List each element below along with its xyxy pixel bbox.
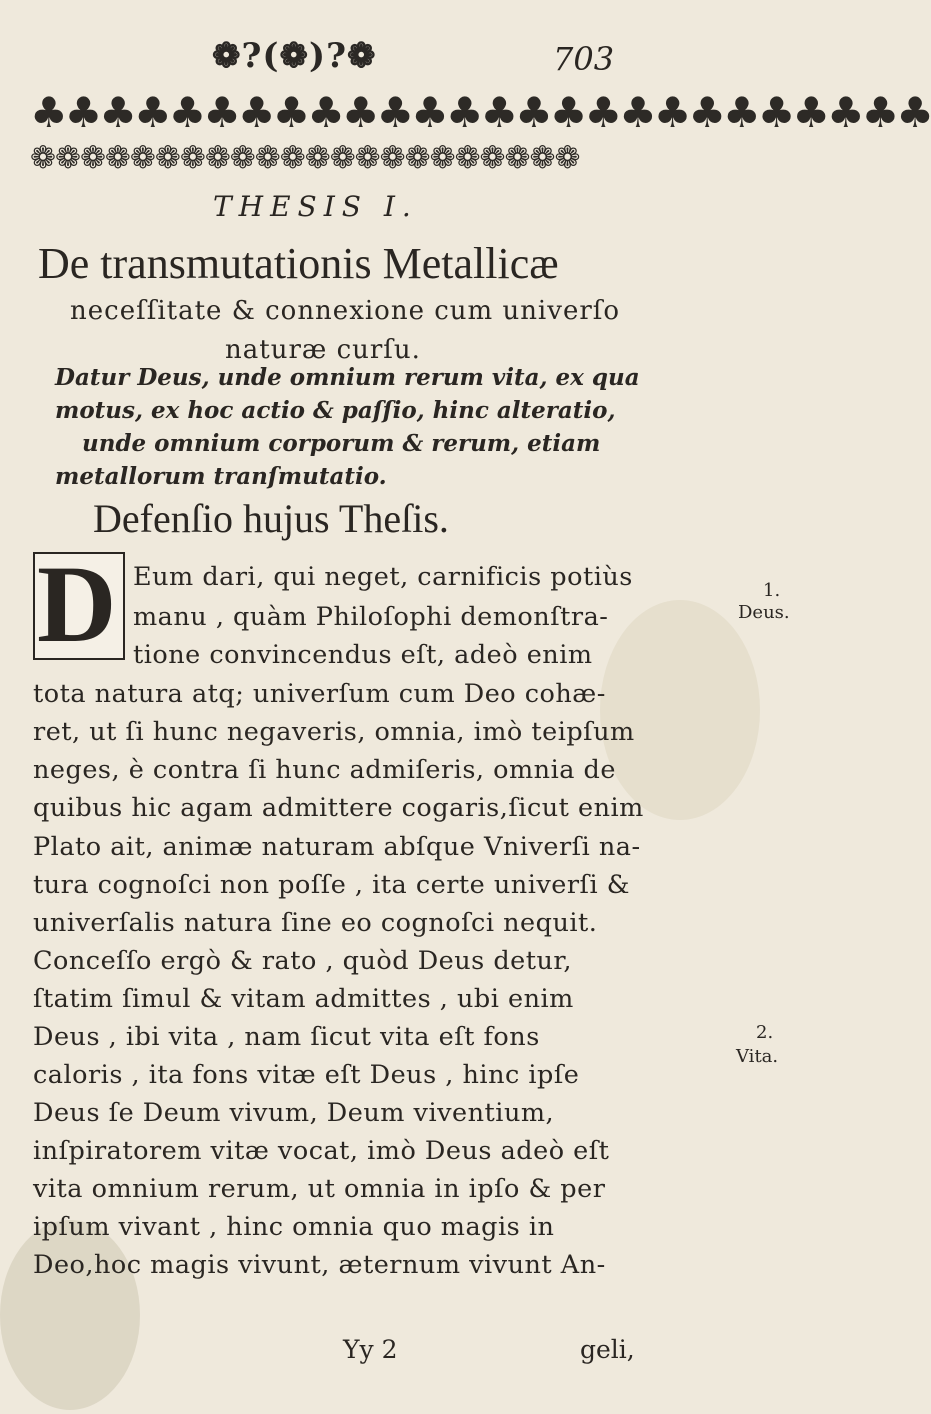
defensio-heading: Defenſio hujus Theſis.	[93, 496, 449, 541]
body-line: tione convincendus eſt, adeò enim	[133, 640, 593, 670]
body-line: Deus ſe Deum vivum, Deum viventium,	[33, 1098, 555, 1128]
page-number: 703	[553, 40, 615, 78]
body-line: ſtatim ſimul & vitam admittes , ubi enim	[33, 984, 574, 1014]
signature-mark: Yy 2	[343, 1335, 398, 1364]
decorative-band-top: ♣♣♣♣♣♣♣♣♣♣♣♣♣♣♣♣♣♣♣♣♣♣♣♣♣♣	[30, 88, 931, 137]
thesis-subtitle-line-1: neceſſitate & connexione cum univerſo	[70, 296, 621, 326]
decorative-band-bottom: ❁❁❁❁❁❁❁❁❁❁❁❁❁❁❁❁❁❁❁❁❁❁	[30, 140, 580, 176]
body-line: neges, è contra ſi hunc admiſeris, omnia de	[33, 755, 616, 785]
drop-cap-letter: D	[37, 543, 117, 665]
margin-note-label: Deus.	[738, 602, 790, 623]
drop-cap	[33, 543, 125, 665]
body-line: Deo,hoc magis vivunt, æternum vivunt An-	[33, 1250, 606, 1280]
italic-statement-line: Datur Deus, unde omnium rerum vita, ex qua	[55, 364, 640, 391]
body-line: caloris , ita fons vitæ eſt Deus , hinc ipſe	[33, 1060, 580, 1090]
margin-note-number: 2.	[756, 1022, 774, 1043]
body-line: tura cognoſci non poſſe , ita certe univerſi &	[33, 870, 630, 900]
header-ornament: ❁?(❁)?❁	[212, 36, 377, 76]
thesis-subtitle-line-2: naturæ curſu.	[225, 335, 421, 365]
body-line: inſpiratorem vitæ vocat, imò Deus adeò eſt	[33, 1136, 610, 1166]
body-line: vita omnium rerum, ut omnia in ipſo & per	[33, 1174, 606, 1204]
body-line: quibus hic agam admittere cogaris,ſicut enim	[33, 793, 644, 823]
paper-stain	[0, 1220, 140, 1410]
body-line: tota natura atq; univerſum cum Deo cohæ-	[33, 679, 606, 709]
body-line: Plato ait, animæ naturam abſque Vniverſi na-	[33, 832, 641, 862]
thesis-heading: THESIS I.	[213, 190, 418, 223]
thesis-title: De transmutationis Metallicæ	[38, 239, 559, 288]
italic-statement-line: metallorum tranſmutatio.	[55, 463, 387, 490]
margin-note-number: 1.	[763, 580, 781, 601]
body-line: manu , quàm Philoſophi demonſtra-	[133, 602, 609, 632]
body-line: ret, ut ſi hunc negaveris, omnia, imò teipſum	[33, 717, 635, 747]
paper-stain	[600, 600, 760, 820]
catchword: geli,	[580, 1335, 635, 1364]
body-line: Conceſſo ergò & rato , quòd Deus detur,	[33, 946, 572, 976]
body-line: Eum dari, qui neget, carnificis potiùs	[133, 562, 633, 592]
body-line: ipſum vivant , hinc omnia quo magis in	[33, 1212, 555, 1242]
italic-statement-line: motus, ex hoc actio & paſſio, hinc alteratio,	[55, 397, 616, 424]
margin-note-label: Vita.	[736, 1046, 779, 1067]
italic-statement-line: unde omnium corporum & rerum, etiam	[82, 430, 601, 457]
body-line: univerſalis natura ſine eo cognoſci nequit.	[33, 908, 598, 938]
body-line: Deus , ibi vita , nam ſicut vita eſt fons	[33, 1022, 540, 1052]
